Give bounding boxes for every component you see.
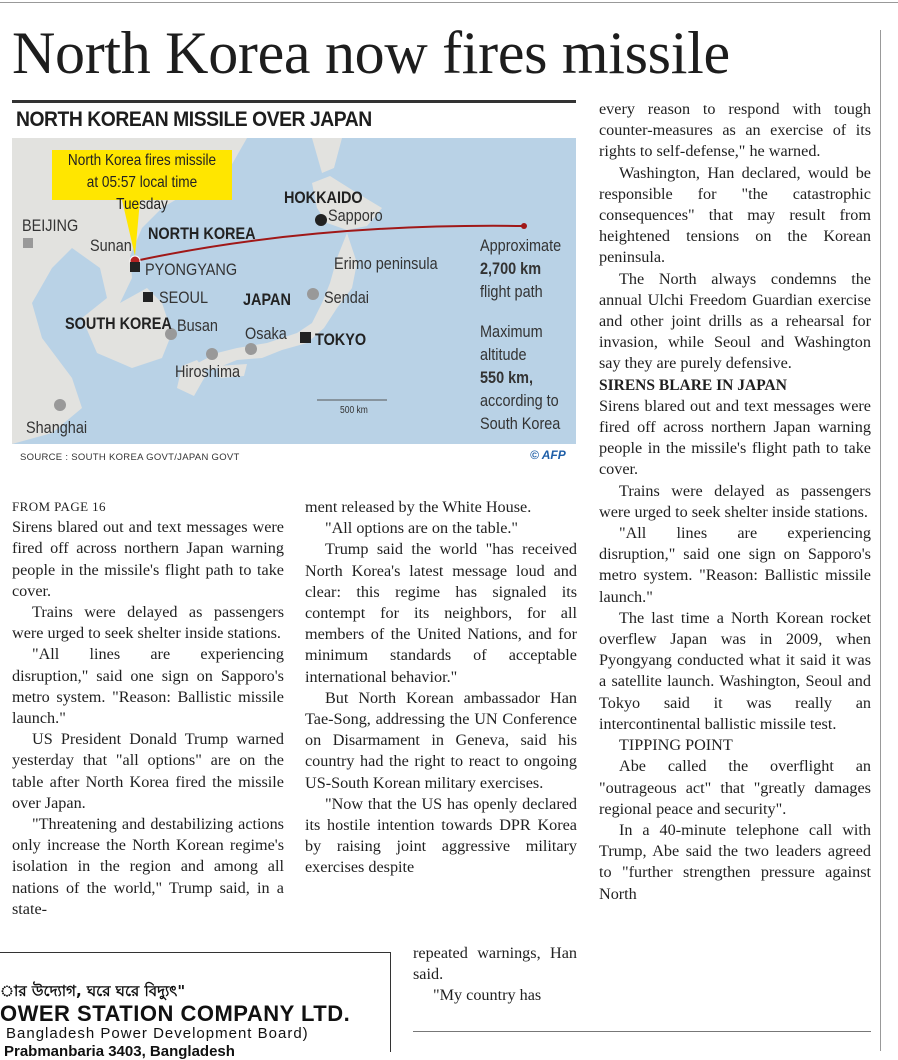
sakhalin-land [312,138,342,173]
afp-credit: © AFP [530,448,566,462]
article-column-2 [305,497,577,879]
callout-line-2: at 05:57 local time Tuesday [86,174,198,213]
subhead-sirens: SIRENS BLARE IN JAPAN [599,376,787,394]
col1-paragraph: "Threatening and destabilizing actions only increase the North Korean regime's isolation in the region and among all nations of the world," Trump said, in a state- [12,815,284,918]
ad-bengali-slogan: ার উদ্যোগ, ঘরে ঘরে বিদ্যুৎ" [0,982,186,1000]
osaka-marker [245,343,257,355]
label-beijing: BEIJING [22,216,79,235]
shanghai-marker [54,399,66,411]
article-column-3 [599,99,871,905]
launch-callout [52,150,232,213]
col3-paragraph: "All lines are experiencing disruption," said one sign on Sapporo's metro system. "Reason: Ballistic missile launch." [599,524,871,606]
col3-paragraph: The last time a North Korean rocket overflew Japan was in 2009, when Pyongyang conducted what it said it was a satellite launch. Washington, Seoul and Tokyo said it was really an intercontinental ballistic missile test. [599,608,871,733]
label-tokyo: TOKYO [315,330,367,349]
graphic-source: SOURCE : SOUTH KOREA GOVT/JAPAN GOVT [20,452,240,463]
altitude-line-4: according to [480,391,559,410]
label-osaka: Osaka [245,324,287,343]
flight-label-line-3: flight path [480,282,543,301]
flight-path-label [480,234,561,303]
col3-paragraph: Sirens blared out and text messages were fired off across northern Japan warning people in the missile's flight path to take cover. [599,396,871,479]
ad-address: Prabmanbaria 3403, Bangladesh [4,1043,235,1060]
ad-board-name: Bangladesh Power Development Board) [6,1025,309,1042]
col2-paragraph: ment released by the White House. [305,498,532,516]
col2-paragraph: Trump said the world "has received North Korea's latest message loud and clear: this regime has signaled its contempt for its neighbors, for all members of the United Nations, and for minimum standards of acceptable international behavior." [305,540,577,686]
altitude-line-1: Maximum [480,322,543,341]
label-seoul: SEOUL [159,288,208,307]
missile-map [12,138,576,444]
subhead-tipping-point: TIPPING POINT [619,736,733,755]
article-column-2-tail [413,943,577,1007]
label-sapporo: Sapporo [328,206,383,225]
label-sendai: Sendai [324,288,369,307]
altitude-label [480,320,560,435]
label-sunan: Sunan [90,236,132,255]
article-column-1 [12,496,284,920]
flight-label-line-2: 2,700 km [480,259,542,278]
col3-paragraph: every reason to respond with tough counter-measures as an exercise of its rights to self-defense," he warned. [599,100,871,161]
bottom-rule [413,1031,871,1032]
col1-paragraph: Trains were delayed as passengers were urged to seek shelter inside stations. [12,603,284,643]
beijing-marker [23,238,33,248]
col2-paragraph: "All options are on the table." [325,519,519,538]
col2-paragraph: But North Korean ambassador Han Tae-Song, addressing the UN Conference on Disarmament in Geneva, said his country had the right to react to ongoing US-South Korean military exercises. [305,688,577,792]
col2-tail-paragraph: repeated warnings, Han said. [413,944,577,984]
tokyo-marker [300,332,311,343]
flight-label-line-1: Approximate [480,236,562,255]
label-north-korea: NORTH KOREA [148,224,256,243]
sapporo-marker [315,214,327,226]
callout-line-1: North Korea fires missile [67,152,217,169]
col2-tail-paragraph: "My country has [433,986,542,1005]
col1-paragraph: US President Donald Trump warned yesterday that "all options" are on the table after North Korea fired the missile over Japan. [12,730,284,812]
hiroshima-marker [206,348,218,360]
impact-point [521,223,527,229]
col3-paragraph: Trains were delayed as passengers were urged to seek shelter inside stations. [599,481,871,521]
right-column-rule [880,30,881,1051]
label-busan: Busan [177,316,218,335]
label-japan: JAPAN [243,290,291,309]
graphic-top-bar [12,100,576,103]
col3-paragraph: Washington, Han declared, would be responsible for "the catastrophic consequences" that may result from heightened tensions on the Korean peninsula. [599,163,871,267]
from-page-kicker: FROM PAGE 16 [12,499,106,514]
label-pyongyang: PYONGYANG [145,260,238,279]
label-south-korea: SOUTH KOREA [65,314,172,333]
label-hiroshima: Hiroshima [175,362,241,381]
seoul-marker [143,292,153,302]
label-erimo: Erimo peninsula [334,254,438,273]
col1-paragraph: "All lines are experiencing disruption," said one sign on Sapporo's metro system. "Reason: Ballistic missile launch." [12,645,284,728]
altitude-line-5: South Korea [480,414,561,433]
label-hokkaido: HOKKAIDO [284,188,363,207]
graphic-title: NORTH KOREAN MISSILE OVER JAPAN [16,108,372,131]
sendai-marker [307,288,319,300]
label-shanghai: Shanghai [26,418,88,437]
pyongyang-marker [130,262,140,272]
top-rule [0,2,898,3]
ad-company-name: OWER STATION COMPANY LTD. [0,1001,351,1026]
col3-paragraph: Abe called the overflight an "outrageous act" that "greatly damages regional peace and security". [599,757,871,818]
altitude-line-3: 550 km, [480,368,534,387]
altitude-line-2: altitude [480,345,527,364]
headline: North Korea now fires missile [12,20,730,86]
label-scale: 500 km [340,405,368,416]
col3-paragraph: The North always condemns the annual Ulchi Freedom Guardian exercise and other joint drills as a rehearsal for invasion, while Seoul and Washington say they are purely defensive. [599,269,871,373]
col2-paragraph: "Now that the US has openly declared its hostile intention towards DPR Korea by raising joint aggressive military exercises despite [305,794,577,877]
col3-paragraph: In a 40-minute telephone call with Trump, Abe said the two leaders agreed to "further strengthen pressure against North [599,820,871,903]
col1-paragraph: Sirens blared out and text messages were fired off across northern Japan warning people in the missile's flight path to take cover. [12,518,284,600]
